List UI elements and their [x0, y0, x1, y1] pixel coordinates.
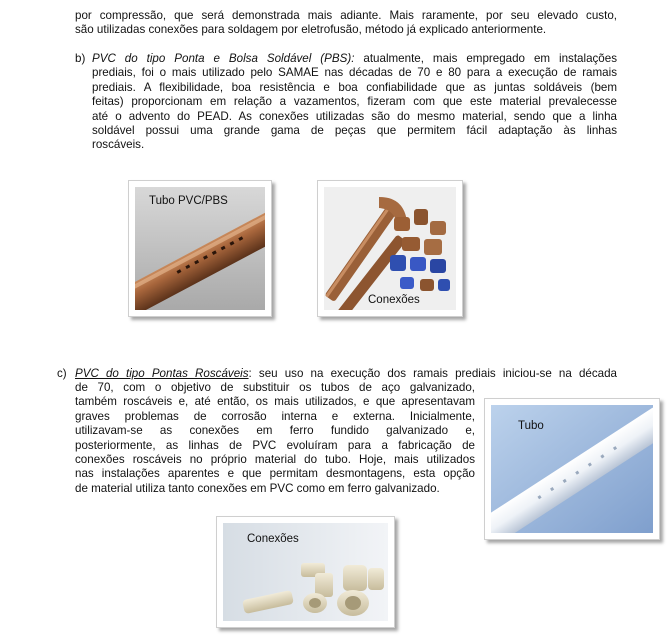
pvc-pbs-fittings-caption: Conexões	[368, 294, 420, 306]
section-b-line-5: até o advento do PEAD. As conexões utilizadas são do mesmo material, sendo que a linha	[92, 109, 617, 123]
pvc-pbs-pipe-photo	[128, 180, 272, 317]
section-c-line-8: nas instalações aparentes e que permitam desmontagens, esta opção	[75, 467, 475, 481]
section-b-line-2: prediais, foi o mais utilizado pelo SAMAE nas décadas de 70 e 80 para a execução de ramais	[92, 66, 617, 80]
section-c-line-4: graves problemas de corrosão interna e externa. Inicialmente,	[75, 409, 475, 423]
intro-line-2: são utilizadas conexões para soldagem por eletrofusão, método já explicado anteriormente.	[75, 23, 547, 37]
intro-line-1: por compressão, que será demonstrada mais adiante. Mais raramente, por seu elevado custo,	[75, 9, 617, 22]
section-c-line-3: também roscáveis e, até então, os mais utilizados, e que apresentavam	[75, 395, 475, 409]
threaded-pipe-image	[491, 405, 653, 533]
section-b-line-6: soldável possui uma grande gama de peças que permitem fácil adaptação às linhas	[92, 124, 617, 138]
section-b-paragraph	[92, 52, 617, 153]
section-c-line-2: de 70, com o objetivo de substituir os tubos de aço galvanizado,	[75, 381, 475, 394]
section-c-line-6: posteriormente, as linhas de PVC evoluíram para a fabricação de	[75, 438, 475, 452]
section-c-title: PVC do tipo Pontas Roscáveis	[75, 367, 249, 380]
section-b-line-1	[92, 52, 617, 66]
threaded-connections-caption: Conexões	[247, 533, 299, 545]
section-c-paragraph	[75, 381, 475, 496]
section-c-first-line-rest: : seu uso na execução dos ramais prediais iniciou-se na década	[248, 367, 617, 380]
pvc-pbs-pipe-caption: Tubo PVC/PBS	[149, 195, 228, 207]
pvc-pbs-fittings-image	[324, 187, 456, 310]
section-c-line-5: utilizavam-se as conexões em ferro fundido galvanizado e,	[75, 424, 475, 438]
threaded-pipe-caption: Tubo	[518, 420, 544, 432]
section-c-marker: c)	[57, 367, 67, 380]
threaded-pipe-photo	[484, 398, 660, 540]
section-c-line-1	[75, 367, 617, 381]
section-c-line-9: de material utiliza tanto conexões em PVC como em ferro galvanizado.	[75, 481, 440, 495]
section-b-line-4: feitas) proporcionam em relação a vazamentos, fizeram com que este material prevalecesse	[92, 95, 617, 109]
section-c-first-line	[75, 367, 617, 381]
section-b-title: PVC do tipo Ponta e Bolsa Soldável (PBS):	[92, 52, 355, 65]
threaded-connections-photo	[216, 516, 395, 628]
section-b-line-7: roscáveis.	[92, 138, 145, 152]
pvc-pbs-fittings-photo	[317, 180, 463, 317]
intro-paragraph	[75, 9, 617, 38]
section-b-first-line-rest: atualmente, mais empregado em instalações	[354, 52, 618, 65]
section-b-marker: b)	[75, 52, 86, 65]
section-c-line-7: conexões roscáveis no próprio material do tubo. Hoje, mais utilizados	[75, 453, 475, 467]
section-b-line-3: prediais. A flexibilidade, boa resistência e boa confiabilidade que as juntas soldáveis (bem	[92, 80, 617, 94]
